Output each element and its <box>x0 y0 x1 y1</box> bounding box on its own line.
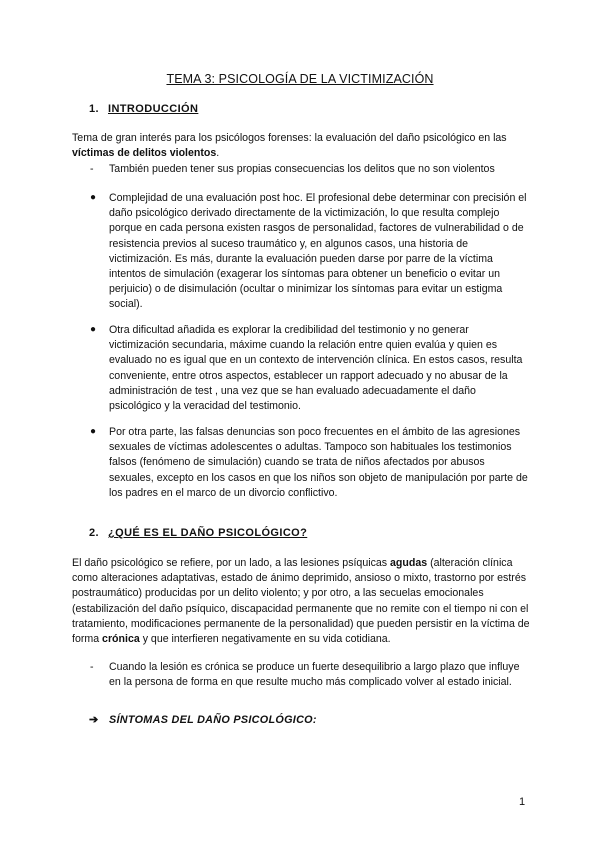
intro-end: . <box>216 147 220 160</box>
intro-paragraph <box>72 131 532 161</box>
dash-mark: - <box>90 661 94 673</box>
dash-mark: - <box>90 163 94 175</box>
section-heading-introduccion <box>89 103 198 115</box>
dano-text-c: y que interfieren negativamente en su vida cotidiana. <box>142 633 391 646</box>
dano-bold-cronica: crónica <box>102 633 140 646</box>
dano-text-b: (alteración clínica como alteraciones adaptativas, estado de ánimo deprimido, ansioso o mixto, trastorno por estrés postraumático) producidas por un delito violento; y por otro, a las secuelas emocionales (estabilización del daño psíquico, discapacidad permanente que no remite con el tiempo ni con el tratamiento, modificaciones permanente de la personalidad) que pueden persistir en la víctima de forma <box>72 557 530 646</box>
dano-bold-agudas: agudas <box>390 557 428 569</box>
document-title: TEMA 3: PSICOLOGÍA DE LA VICTIMIZACIÓN <box>166 72 434 86</box>
dash-item-lesion-cronica <box>90 660 530 690</box>
arrow-right-icon: ➔ <box>89 714 99 726</box>
bullet-text: Complejidad de una evaluación post hoc. El profesional debe determinar con precisión el daño psicológico derivado directamente de la victimización, lo que resulta complejo porque en cada persona existen rasgos de personalidad, factores de vulnerabilidad o de resistencia previos al suceso traumático y, en algunos casos, una historia de victimización. Es más, durante la evaluación pueden darse por parre de la víctima intentos de simulación (exagerar los síntomas para obtener un beneficio o evitar un perjuicio) o de disimulación (ocultar o minimizar los síntomas para evitar un estigma social). <box>109 192 527 311</box>
dash-text: También pueden tener sus propias consecuencias los delitos que no son violentos <box>109 163 495 175</box>
dano-paragraph <box>72 556 532 647</box>
intro-text: Tema de gran interés para los psicólogos forenses: la evaluación del daño psicológico en las <box>72 132 507 144</box>
dano-text-a: El daño psicológico se refiere, por un lado, a las lesiones psíquicas <box>72 557 388 569</box>
bullet-dot-icon: ● <box>90 192 97 203</box>
subheading-sintomas <box>89 713 317 726</box>
bullet-item-falsas-denuncias <box>90 425 530 501</box>
dash-item-violentos <box>90 162 530 177</box>
subheading-text: SÍNTOMAS DEL DAÑO PSICOLÓGICO: <box>109 714 317 726</box>
section-title: INTRODUCCIÓN <box>108 103 199 115</box>
bullet-dot-icon: ● <box>90 426 97 437</box>
section-heading-dano-psicologico <box>89 527 307 539</box>
intro-bold-text: víctimas de delitos violentos <box>72 147 217 160</box>
bullet-text: Otra dificultad añadida es explorar la credibilidad del testimonio y no generar victimización secundaria, máxime cuando la relación entre quien evalúa y quien es evaluado no es igual que en un contexto de intervención clínica. En estos casos, resulta conveniente, entre otros aspectos, establecer un rapport adecuado y no abusar de la administración de test , una vez que se han evaluado adecuadamente el daño psicológico y la veracidad del testimonio. <box>109 324 523 413</box>
bullet-text: Por otra parte, las falsas denuncias son poco frecuentes en el ámbito de las agresiones sexuales de víctimas adolescentes o adultas. Tampoco son habituales los testimonios falsos (fenómeno de simulación) cuando se trata de niños afectados por abusos sexuales, excepto en los casos en que los niños son objeto de manipulación por parte de los padres en el marco de un divorcio conflictivo. <box>109 426 528 499</box>
page-number: 1 <box>519 796 526 808</box>
section-title: ¿QUÉ ES EL DAÑO PSICOLÓGICO? <box>108 527 308 539</box>
dash-text: Cuando la lesión es crónica se produce un fuerte desequilibrio a largo plazo que influye en la persona de forma en que resulte mucho más complicado volver al estado inicial. <box>109 661 520 689</box>
bullet-dot-icon: ● <box>90 324 97 335</box>
section-number: 2. <box>89 527 99 539</box>
bullet-item-complejidad <box>90 191 530 313</box>
bullet-item-credibilidad <box>90 323 530 414</box>
section-number: 1. <box>89 103 99 115</box>
